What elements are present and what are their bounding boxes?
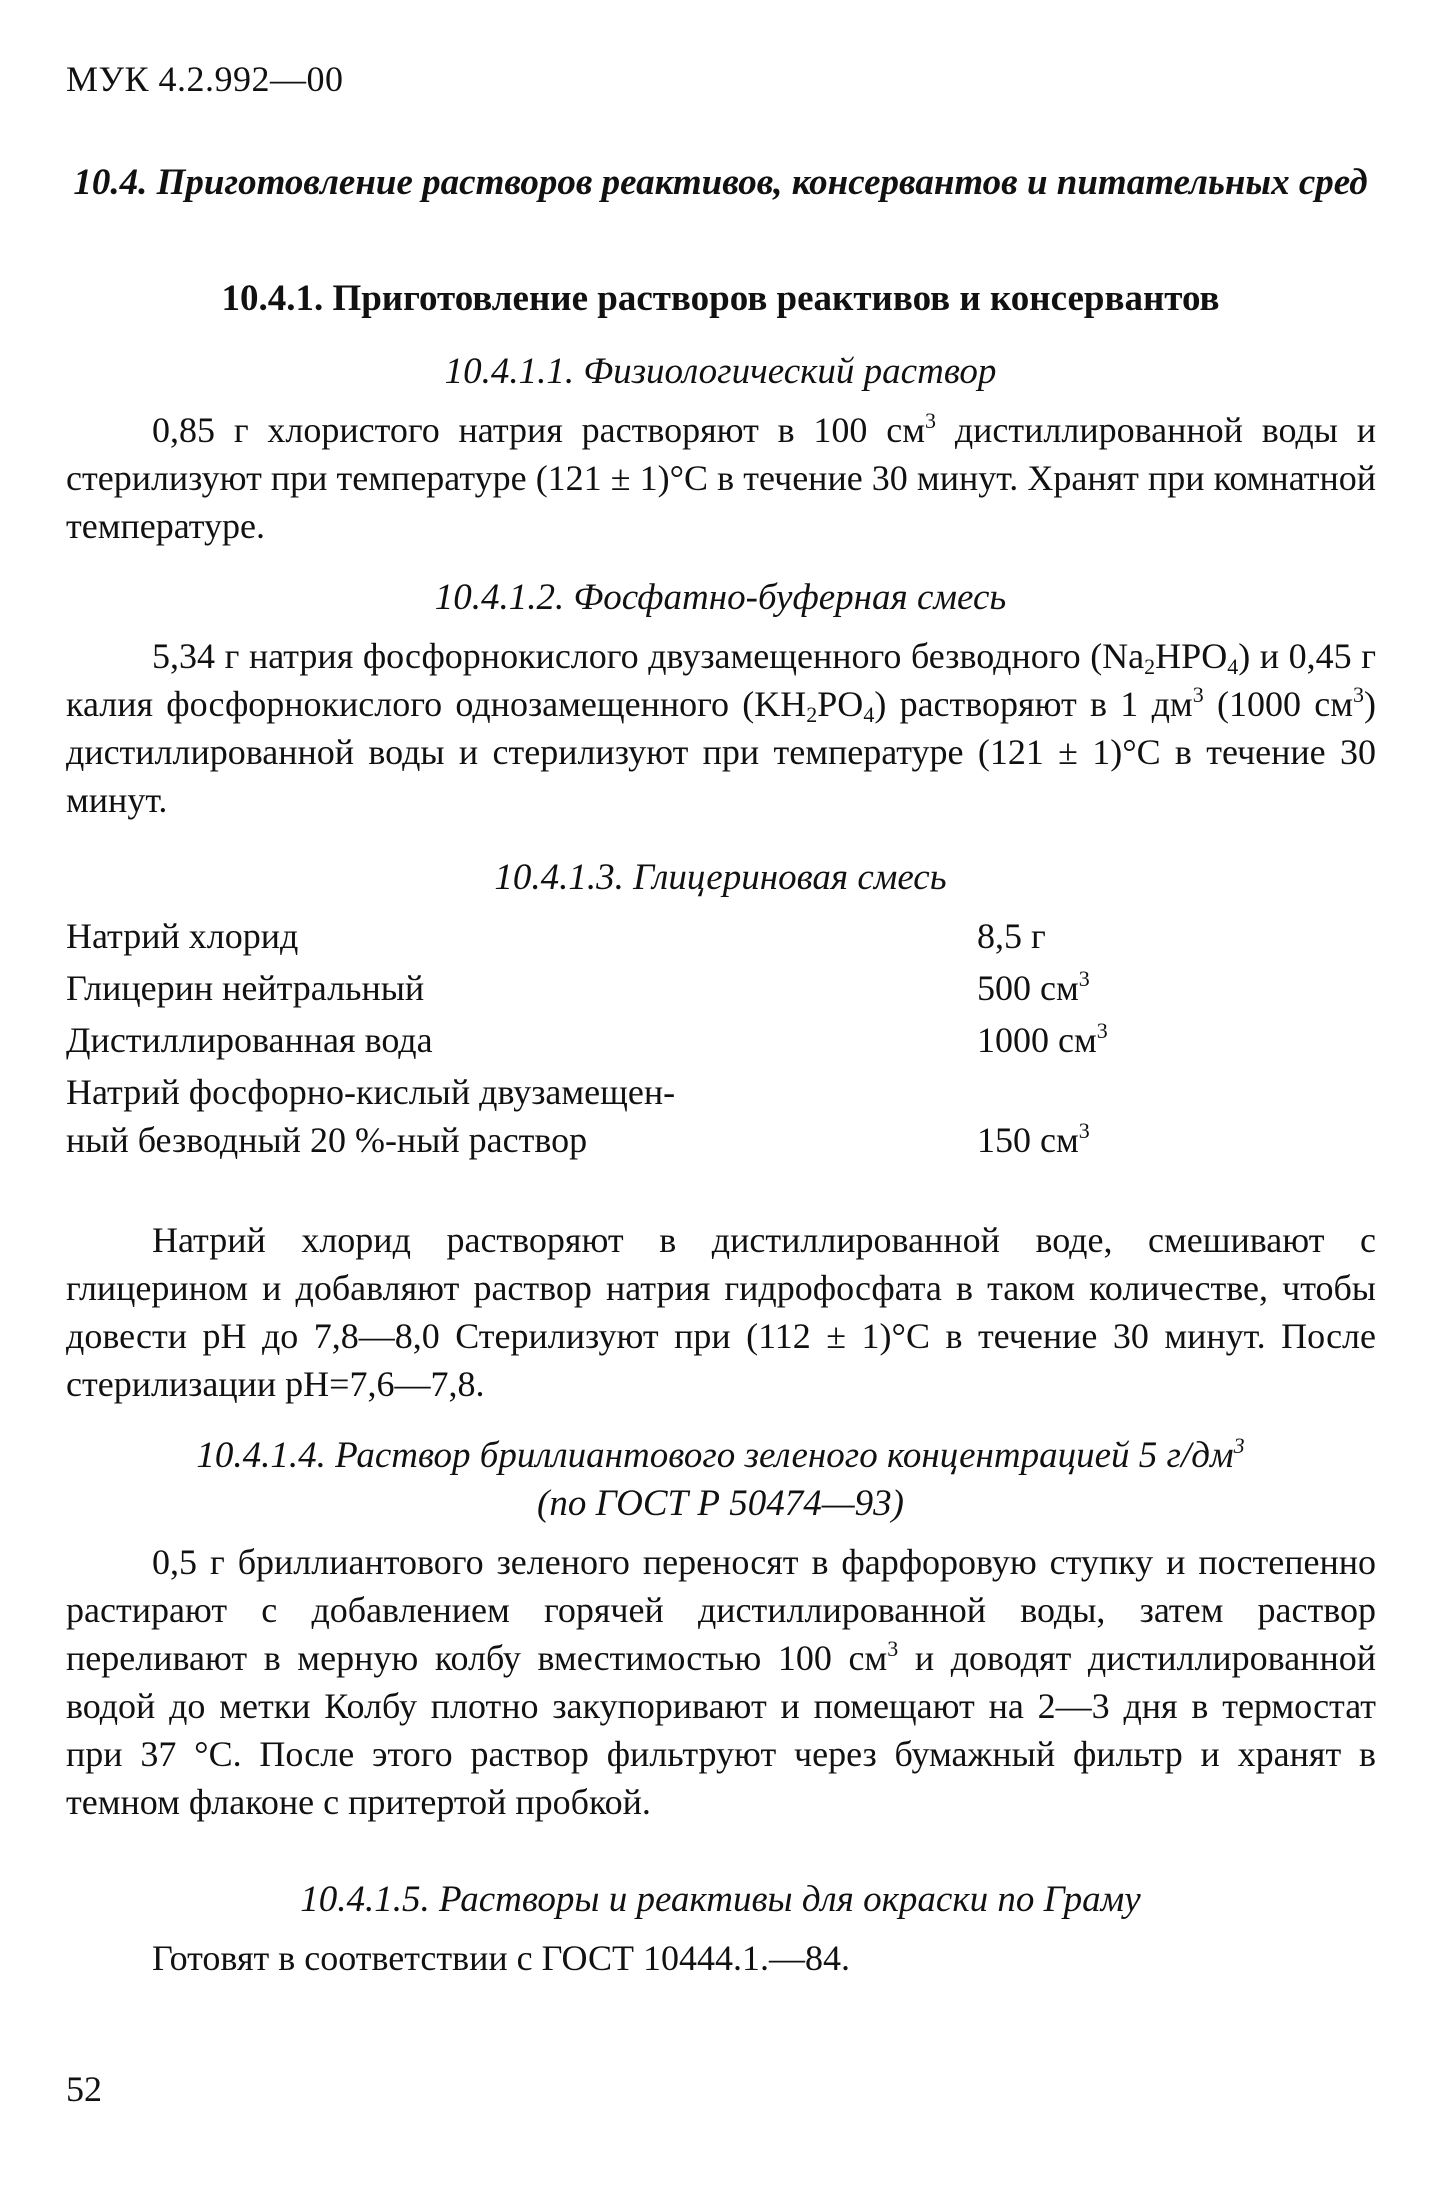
s5-paragraph: Готовят в соответствии с ГОСТ 10444.1.—84. [152, 1938, 850, 1978]
ingredient-amount: 1000 $см^3$ [977, 1018, 1108, 1060]
ingredient-name: Дистиллированная вода [66, 1020, 433, 1060]
ingredient-name: Натрий фосфорно-кислый двузамещен- [66, 1072, 676, 1112]
subsection-title: 10.4.1. Приготовление растворов реактивов и консервантов [221, 278, 1220, 319]
ingredient-name: Глицерин нейтральный [66, 968, 425, 1008]
ingredient-name: Натрий хлорид [66, 916, 299, 956]
s1-paragraph: 0,85 г хлористого натрия растворяют в 100 $см^3$ дистиллированной воды и стерилизуют при температуре (121 ± 1)°С в течение 30 минут. Хранят при комнатной температуре. [66, 408, 1376, 546]
s2-title: 10.4.1.2. Фосфатно-буферная смесь [434, 577, 1007, 618]
ingredient-name-continued: ный безводный 20 %-ный раствор [66, 1120, 588, 1160]
s4-title: 10.4.1.4. Раствор бриллиантового зеленого концентрацией 5 $г/дм^3$ (по ГОСТ Р 50474—93) [196, 1433, 1245, 1524]
s4-paragraph: 0,5 г бриллиантового зеленого переносят в фарфоровую ступку и постепенно растирают с добавлением горячей дистиллированной воды, затем раствор переливают в мерную колбу вместимостью 100 $см^3$ и доводят дистиллированной водой до метки Колбу плотно закупоривают и помещают на 2—3 дня в термостат при 37 °С. После этого раствор фильтруют через бумажный фильтр и хранят в темном флаконе с притертой пробкой. [66, 1542, 1376, 1822]
ingredient-amount: 500 $см^3$ [977, 966, 1090, 1008]
s3-paragraph: Натрий хлорид растворяют в дистиллированной воде, смешивают с глицерином и добавляют раствор натрия гидрофосфата в таком количестве, чтобы довести pH до 7,8—8,0 Стерилизуют при (112 ± 1)°С в течение 30 минут. После стерилизации pH=7,6—7,8. [66, 1220, 1376, 1404]
document-code: МУК 4.2.992—00 [66, 59, 344, 99]
s5-title: 10.4.1.5. Растворы и реактивы для окраски по Граму [300, 1879, 1141, 1920]
ingredient-amount: 8,5 г [977, 916, 1046, 956]
section-title: 10.4. Приготовление растворов реактивов, консервантов и питательных сред [73, 162, 1368, 203]
page-number: 52 [66, 2069, 102, 2109]
ingredient-amount: 150 $см^3$ [977, 1118, 1090, 1160]
s1-title: 10.4.1.1. Физиологический раствор [444, 351, 997, 392]
s3-title: 10.4.1.3. Глицериновая смесь [494, 857, 947, 898]
s2-paragraph: 5,34 г натрия фосфорнокислого двузамещенного безводного $(Na_2HPO_4)$ и 0,45 г калия фосфорнокислого однозамещенного $(KH_2PO_4)$ растворяют в 1 $дм^3$ (1000 $см^3$) дистиллированной воды и стерилизуют при температуре (121 ± 1)°С в течение 30 минут. [66, 636, 1377, 820]
